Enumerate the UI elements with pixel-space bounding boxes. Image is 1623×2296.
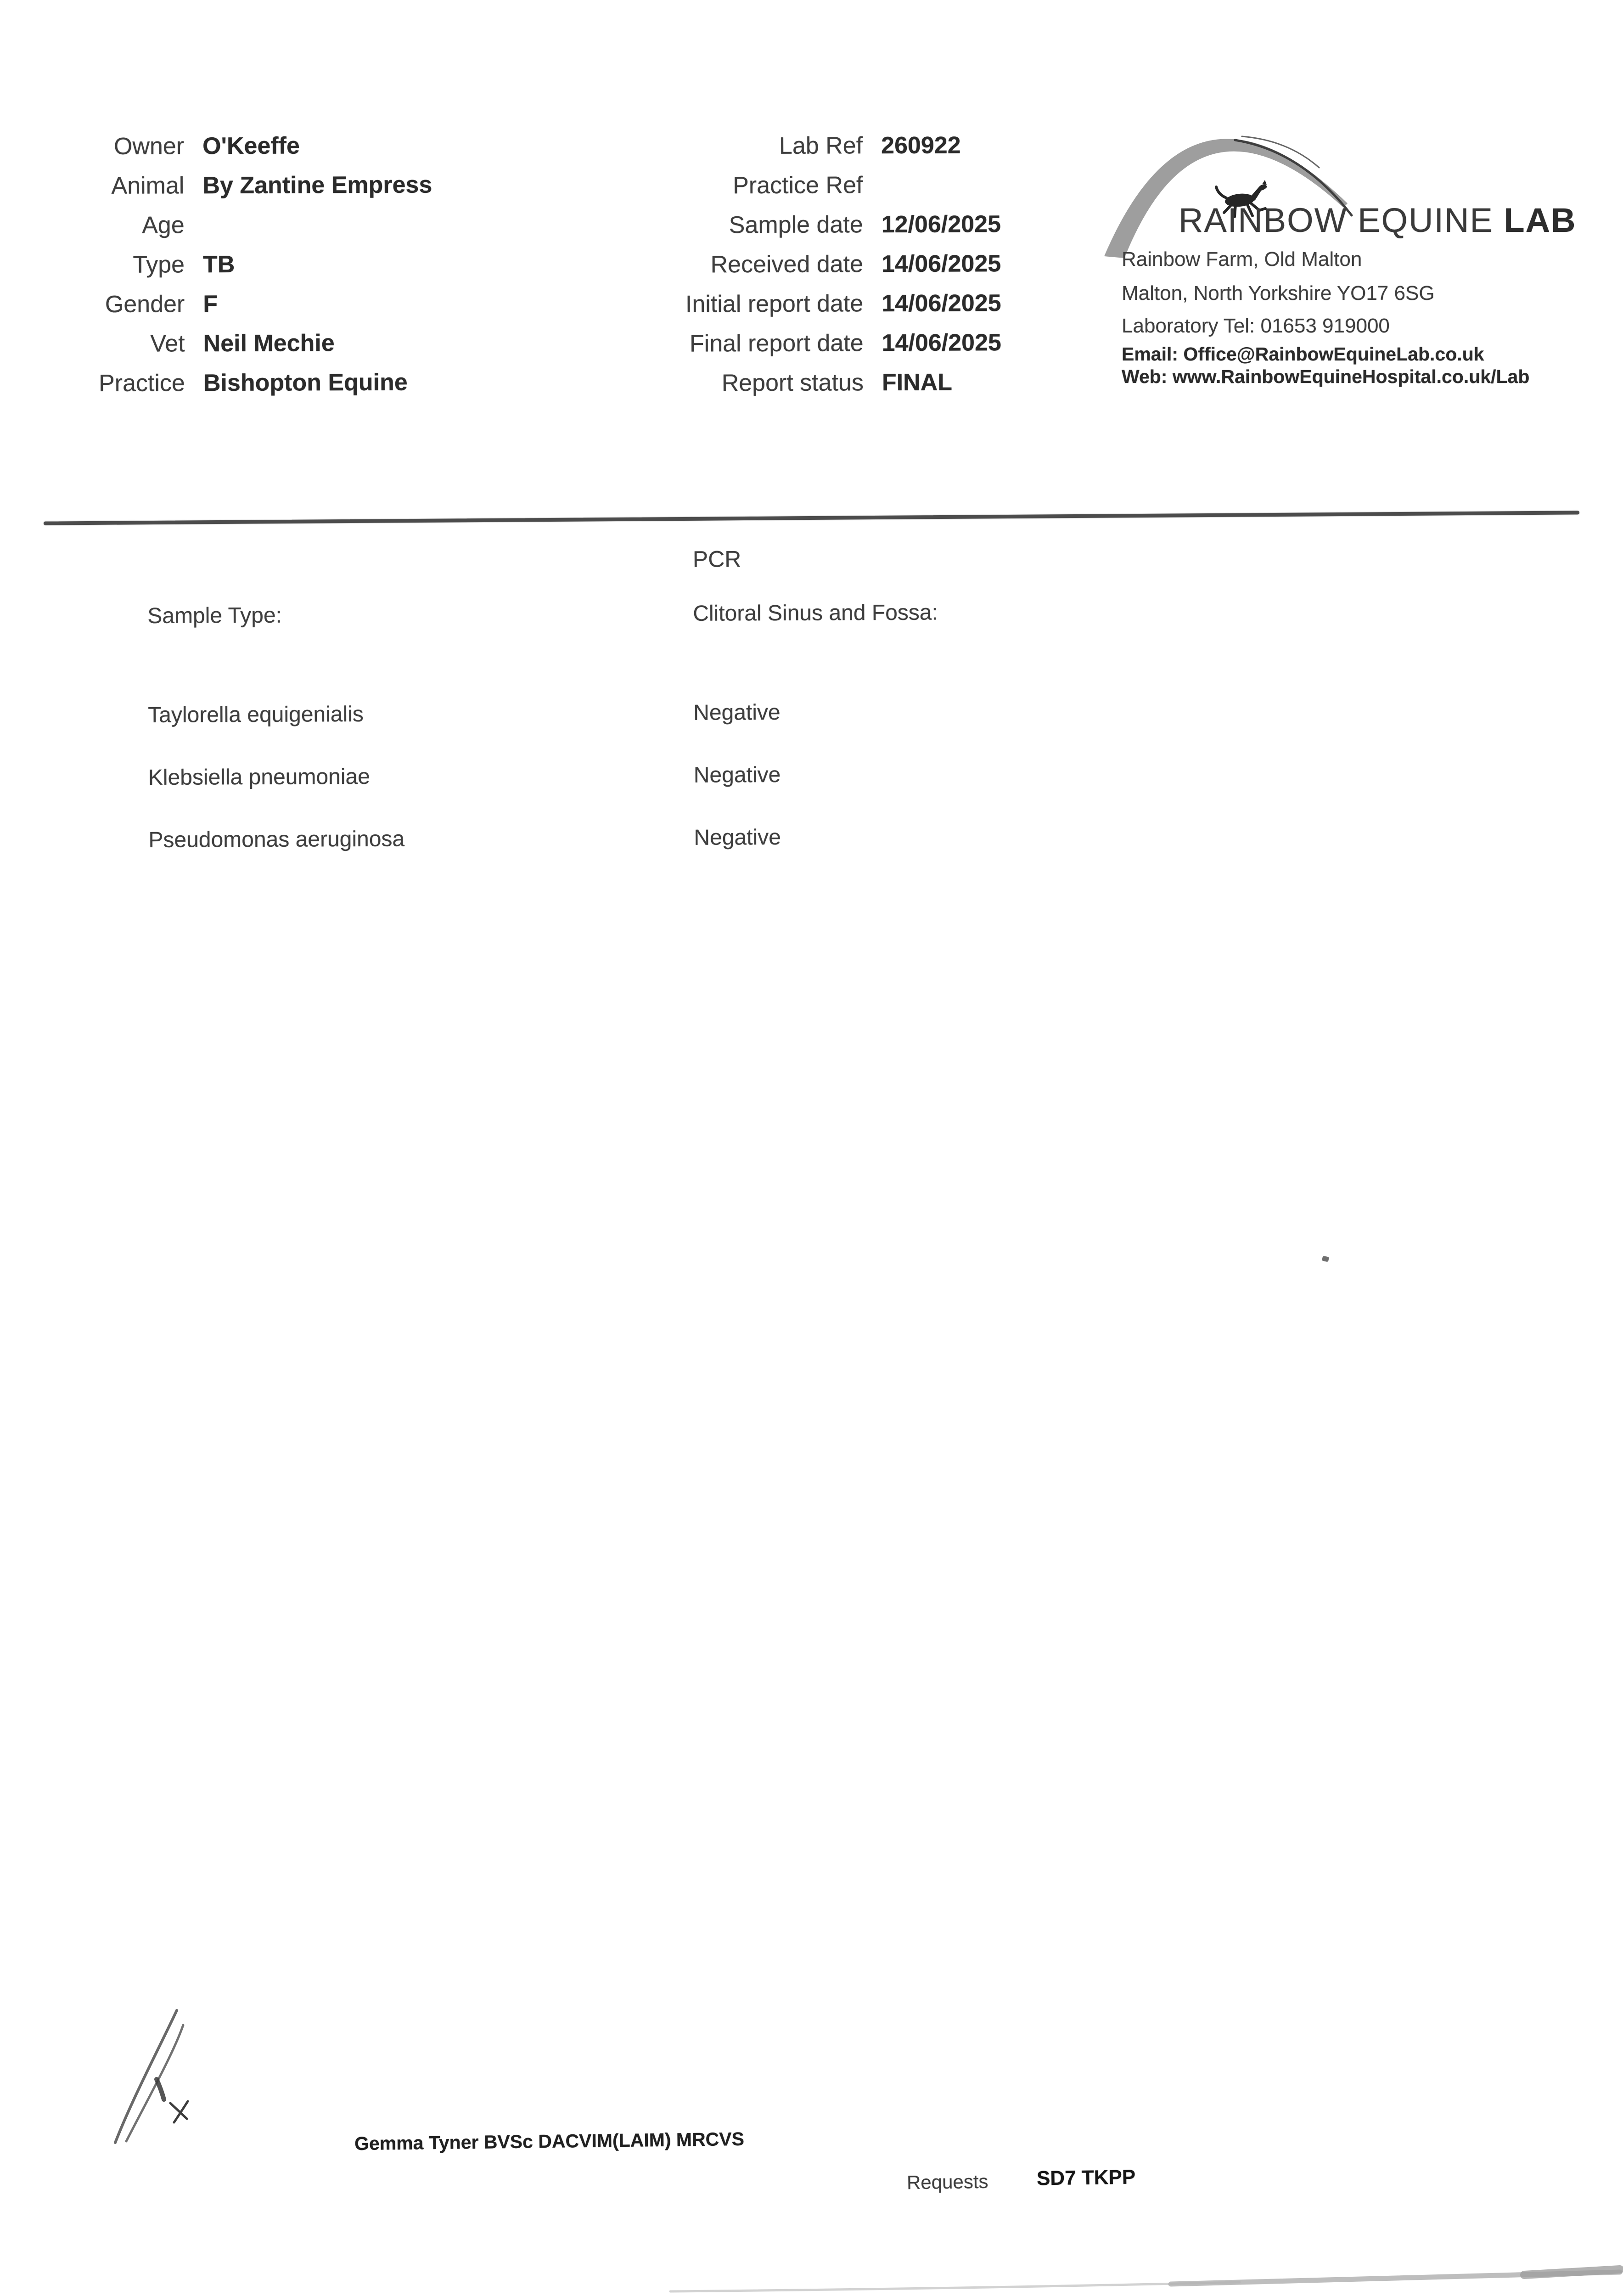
- field-label: Final report date: [689, 330, 864, 357]
- field-value: 260922: [881, 132, 961, 159]
- field-label: Gender: [105, 291, 185, 318]
- sample-type-label: Sample Type:: [147, 603, 282, 629]
- field-value: 14/06/2025: [882, 290, 1001, 317]
- field-value: By Zantine Empress: [202, 171, 432, 199]
- lab-phone: Laboratory Tel: 01653 919000: [1122, 315, 1390, 337]
- field-label: Owner: [113, 133, 185, 160]
- lab-web: Web: www.RainbowEquineHospital.co.uk/Lab: [1122, 366, 1530, 387]
- field-value: F: [203, 291, 218, 318]
- field-value: Neil Mechie: [203, 330, 335, 357]
- lab-name-bold: LAB: [1504, 201, 1577, 239]
- field-value: FINAL: [882, 369, 953, 396]
- field-label: Practice: [98, 370, 185, 397]
- field-label: Vet: [150, 330, 185, 357]
- field-label: Animal: [111, 172, 185, 199]
- field-label: Sample date: [729, 211, 863, 239]
- signature-scribble: [103, 2006, 209, 2148]
- field-label: Age: [142, 212, 185, 239]
- lab-name-main: RAINBOW EQUINE: [1179, 201, 1494, 239]
- requests-label: Requests: [906, 2170, 988, 2194]
- field-label: Type: [133, 251, 185, 278]
- lab-address-line1: Rainbow Farm, Old Malton: [1122, 248, 1362, 270]
- test-result: Negative: [694, 825, 781, 850]
- test-result: Negative: [693, 700, 781, 725]
- field-value: 14/06/2025: [882, 329, 1001, 357]
- test-result: Negative: [693, 763, 781, 788]
- signatory-name: Gemma Tyner BVSc DACVIM(LAIM) MRCVS: [354, 2128, 745, 2155]
- lab-email: Email: Office@RainbowEquineLab.co.uk: [1122, 343, 1484, 365]
- requests-value: SD7 TKPP: [1036, 2166, 1136, 2190]
- field-label: Practice Ref: [733, 172, 863, 199]
- field-label: Report status: [721, 369, 864, 397]
- field-value: TB: [202, 251, 235, 278]
- sample-type-value: Clitoral Sinus and Fossa:: [693, 600, 938, 626]
- test-name: Pseudomonas aeruginosa: [148, 827, 405, 853]
- field-label: Initial report date: [685, 290, 864, 318]
- test-name: Taylorella equigenialis: [148, 702, 364, 728]
- scan-artifact-smudge: [666, 2263, 1623, 2296]
- field-label: Lab Ref: [779, 132, 863, 159]
- field-value: 14/06/2025: [881, 250, 1001, 278]
- lab-address-line2: Malton, North Yorkshire YO17 6SG: [1122, 282, 1435, 304]
- field-value: 12/06/2025: [881, 211, 1001, 238]
- section-title: PCR: [692, 546, 741, 572]
- field-value: O'Keeffe: [202, 132, 300, 160]
- test-name: Klebsiella pneumoniae: [148, 764, 370, 790]
- field-value: Bishopton Equine: [203, 369, 408, 397]
- field-label: Received date: [710, 251, 864, 278]
